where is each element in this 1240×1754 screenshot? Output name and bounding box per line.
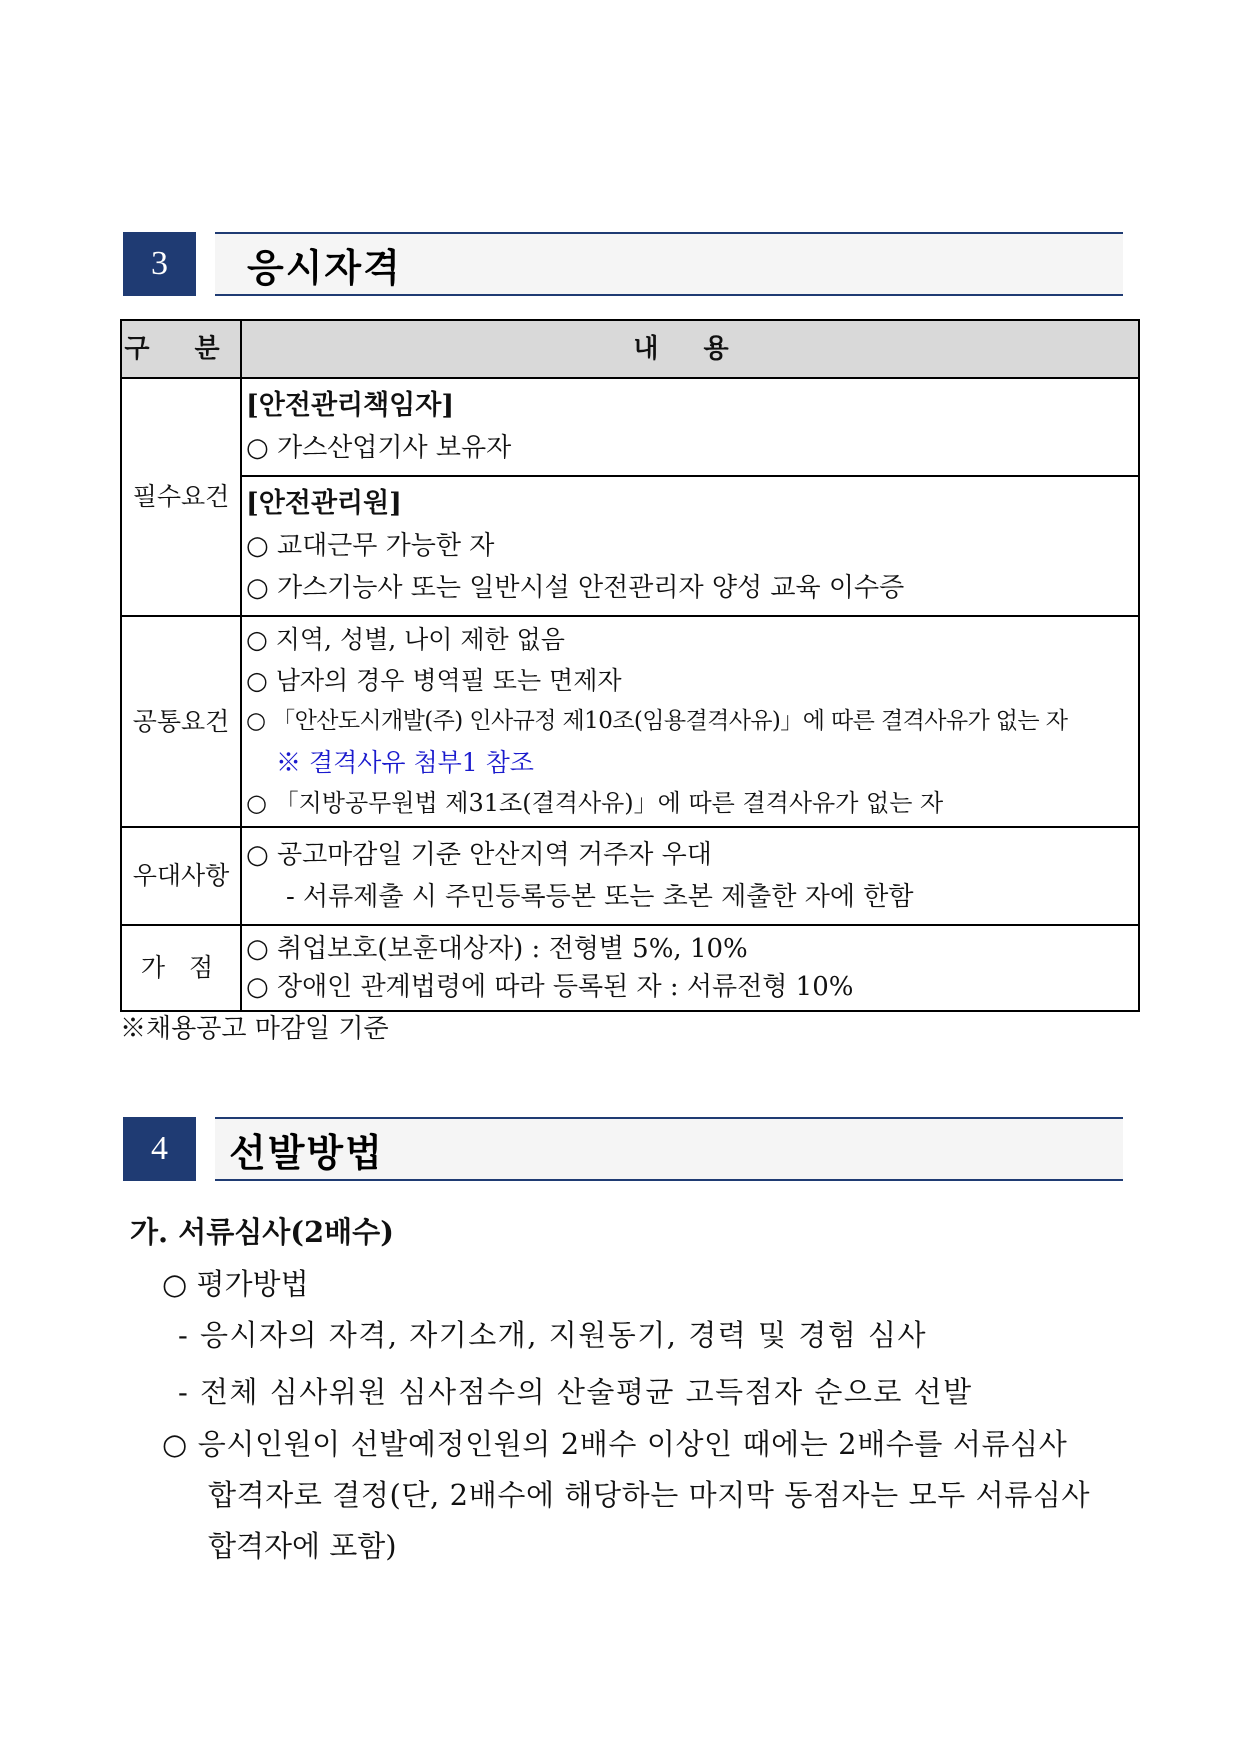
group-title: [안전관리책임자] [246,390,455,421]
table-row-required-1 [121,378,1139,476]
section-3-header [123,232,1123,296]
requirements-table [120,319,1140,1012]
required-group-2 [241,476,1139,616]
section-title-box [215,1117,1123,1181]
reference-note: ※ 결격사유 첨부1 참조 [276,748,534,777]
preference-content [241,827,1139,925]
section-number: 4 [123,1117,196,1181]
list-item: ○ 취업보호(보훈대상자) : 전형별 5%, 10% [246,934,748,964]
list-item: ○ 가스기능사 또는 일반시설 안전관리자 양성 교육 이수증 [246,573,905,603]
list-item: ○ 장애인 관계법령에 따라 등록된 자 : 서류전형 10% [246,972,854,1002]
group-title: [안전관리원] [246,488,402,519]
list-item: ○ 가스산업기사 보유자 [246,433,512,463]
common-content [241,616,1139,827]
section-4-header [123,1117,1123,1181]
list-item: ○ 「지방공무원법 제31조(결격사유)」에 따른 결격사유가 없는 자 [246,789,944,817]
bonus-content [241,925,1139,1011]
section-title-box [215,232,1123,296]
subsection-heading: 가. 서류심사(2배수) [130,1215,394,1249]
eval-item: - 전체 심사위원 심사점수의 산술평균 고득점자 순으로 선발 [178,1375,973,1409]
table-row-required-2 [121,476,1139,616]
section-number: 3 [123,232,196,296]
table-row-preference [121,827,1139,925]
section-title: 선발방법 [229,1130,384,1175]
category-preference: 우대사항 [121,827,241,925]
list-item: ○ 지역, 성별, 나이 제한 없음 [246,625,565,654]
table-row-common [121,616,1139,827]
list-item: ○ 남자의 경우 병역필 또는 면제자 [246,666,622,695]
list-subitem: - 서류제출 시 주민등록등본 또는 초본 제출한 자에 한함 [286,882,914,912]
header-content: 내 용 [241,320,1139,378]
eval-label: ○ 평가방법 [162,1267,309,1301]
eval-item: - 응시자의 자격, 자기소개, 지원동기, 경력 및 경험 심사 [178,1318,927,1352]
table-footnote: ※채용공고 마감일 기준 [120,1014,389,1044]
required-group-1 [241,378,1139,476]
category-required: 필수요건 [121,378,241,616]
list-item: ○ 교대근무 가능한 자 [246,531,495,561]
category-common: 공통요건 [121,616,241,827]
table-row-bonus [121,925,1139,1011]
list-item: ○ 「안산도시개발(주) 인사규정 제10조(임용결격사유)」에 따른 결격사유가 없는 자 [246,708,1068,734]
category-bonus: 가 점 [121,925,241,1011]
table-header-row [121,320,1139,378]
header-category: 구 분 [121,320,241,378]
rule-line: 합격자로 결정(단, 2배수에 해당하는 마지막 동점자는 모두 서류심사 [208,1478,1091,1512]
rule-line: ○ 응시인원이 선발예정인원의 2배수 이상인 때에는 2배수를 서류심사 [162,1427,1068,1461]
rule-line: 합격자에 포함) [208,1529,397,1563]
section-title: 응시자격 [247,245,402,290]
list-item: ○ 공고마감일 기준 안산지역 거주자 우대 [246,840,712,870]
